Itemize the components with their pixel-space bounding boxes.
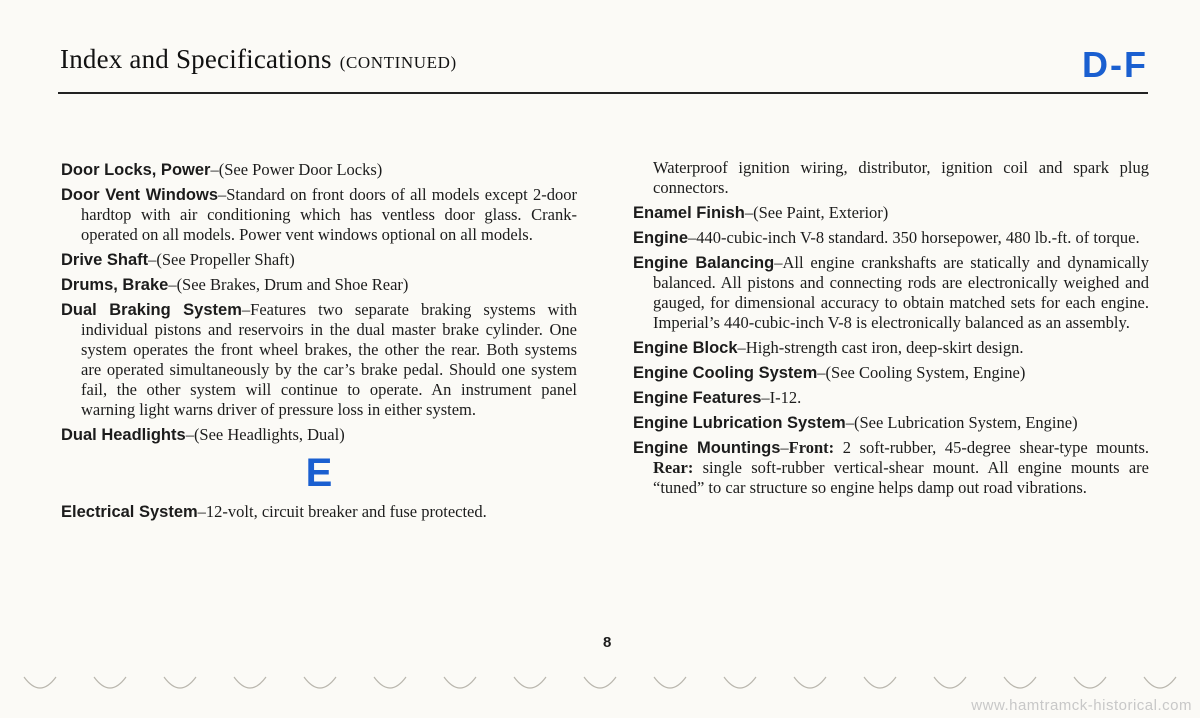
index-entry: Engine Features–I-12. [633, 388, 802, 407]
entry-term: Engine Balancing [633, 254, 775, 272]
entry-text: (See Brakes, Drum and Shoe Rear) [176, 275, 409, 294]
entry-text: (See Cooling System, Engine) [825, 363, 1026, 382]
punch-hole [864, 677, 896, 688]
punch-hole [444, 677, 476, 688]
entry-term: Engine Block [633, 339, 738, 357]
index-entry: Electrical System–12-volt, circuit breaker and fuse protected. [61, 502, 487, 521]
entry-continuation: Waterproof ignition wiring, distributor, ignition coil and spark plug connectors. [653, 158, 1149, 197]
punch-hole [724, 677, 756, 688]
index-entry: Engine Lubrication System–(See Lubrication System, Engine) [633, 413, 1078, 432]
entry-term: Drive Shaft [61, 251, 149, 269]
punch-hole [304, 677, 336, 688]
punch-hole [794, 677, 826, 688]
entry-text: I-12. [769, 388, 802, 407]
index-entry: Engine Mountings–Front: 2 soft-rubber, 45-degree shear-type mounts. Rear: single soft-rubber vertical-shear mount. All engine mounts are “tuned” to car structure so engine helps damp out road vibrations. [633, 438, 1149, 497]
index-entry: Engine–440-cubic-inch V-8 standard. 350 horsepower, 480 lb.-ft. of torque. [633, 228, 1140, 247]
entry-term: Dual Braking System [61, 301, 242, 319]
punch-hole [1074, 677, 1106, 688]
punch-hole [94, 677, 126, 688]
punch-hole [934, 677, 966, 688]
entry-term: Dual Headlights [61, 426, 186, 444]
entry-term: Engine [633, 229, 689, 247]
index-entry: Enamel Finish–(See Paint, Exterior) [633, 203, 889, 222]
punch-hole [584, 677, 616, 688]
entry-term: Electrical System [61, 503, 198, 521]
punch-hole [234, 677, 266, 688]
entry-term: Engine Cooling System [633, 364, 818, 382]
entry-text: High-strength cast iron, deep-skirt design. [745, 338, 1024, 357]
index-entry: Dual Braking System–Features two separate braking systems with individual pistons and reservoirs in the dual master brake cylinder. One system operates the front wheel brakes, the other the rear. Both systems are operated simultaneously by the car’s brake pedal. Should one system fail, the other system will continue to operate. An instrument panel warning light warns driver of pressure loss in either system. [61, 300, 578, 419]
punch-hole [164, 677, 196, 688]
rear-label: Rear: [653, 458, 694, 477]
entry-text: (See Headlights, Dual) [193, 425, 345, 444]
index-entry: Drive Shaft–(See Propeller Shaft) [61, 250, 295, 269]
index-entry: Door Locks, Power–(See Power Door Locks) [61, 160, 383, 179]
punch-hole [654, 677, 686, 688]
entry-term: Enamel Finish [633, 204, 745, 222]
header-rule [58, 92, 1148, 94]
index-entry: Engine Balancing–All engine crankshafts are statically and dynamically balanced. All pistons and connecting rods are electronically weighed and gauged, for dimensional accuracy to obtain matched sets for each engine. Imperial’s 440-cubic-inch V-8 is electronically balanced as an assembly. [633, 253, 1150, 332]
entry-term: Door Locks, Power [61, 161, 211, 179]
front-text: 2 soft-rubber, 45-degree shear-type mounts. [842, 438, 1149, 457]
index-entry: Engine Block–High-strength cast iron, deep-skirt design. [633, 338, 1024, 357]
entry-term: Door Vent Windows [61, 186, 218, 204]
rear-text: single soft-rubber vertical-shear mount. All engine mounts are “tuned” to car structure so engine helps damp out road vibrations. [653, 458, 1149, 497]
entry-text: 12-volt, circuit breaker and fuse protected. [205, 502, 487, 521]
section-letter: E [305, 451, 333, 495]
watermark: www.hamtramck-historical.com [971, 697, 1192, 714]
entry-text: Standard on front doors of all models except 2-door hardtop with air conditioning which has ventless door glass. Crank-operated on all models. Power vent windows optional on all models. [81, 185, 577, 244]
entry-term: Engine Features [633, 389, 762, 407]
entry-text: (See Propeller Shaft) [156, 250, 295, 269]
entry-term: Engine Mountings [633, 439, 781, 457]
entry-text: (See Lubrication System, Engine) [853, 413, 1078, 432]
entry-text: All engine crankshafts are statically and dynamically balanced. All pistons and connecting rods are electronically weighed and gauged, for dimensional accuracy to obtain matched sets for each engine. Imperial’s 440-cubic-inch V-8 is electronically balanced as an assembly. [653, 253, 1150, 332]
index-entry: Drums, Brake–(See Brakes, Drum and Shoe Rear) [61, 275, 409, 294]
punch-hole [514, 677, 546, 688]
entry-text: Features two separate braking systems with individual pistons and reservoirs in the dual master brake cylinder. One system operates the front wheel brakes, the other the rear. Both systems are operated simultaneously by the car’s brake pedal. Should one system fail, the other system will continue to operate. An instrument panel warning light warns driver of pressure loss in either system. [81, 300, 578, 419]
index-entry: Dual Headlights–(See Headlights, Dual) [61, 425, 345, 444]
entry-text: (See Paint, Exterior) [753, 203, 889, 222]
section-code: D-F [1082, 44, 1148, 85]
punch-hole [374, 677, 406, 688]
page-title [60, 44, 457, 75]
title-text: Index and Specifications [60, 44, 332, 74]
entry-text: 440-cubic-inch V-8 standard. 350 horsepower, 480 lb.-ft. of torque. [696, 228, 1140, 247]
entry-text: (See Power Door Locks) [218, 160, 383, 179]
entry-term: Drums, Brake [61, 276, 169, 294]
punch-hole [1144, 677, 1176, 688]
index-entry: Engine Cooling System–(See Cooling System, Engine) [633, 363, 1026, 382]
front-label: Front: [788, 438, 835, 457]
page-subtitle: (CONTINUED) [339, 53, 457, 72]
index-entry: Door Vent Windows–Standard on front doors of all models except 2-door hardtop with air conditioning which has ventless door glass. Crank-operated on all models. Power vent windows optional on all models. [61, 185, 577, 244]
punch-hole [24, 677, 56, 688]
right-column [633, 158, 1149, 503]
page-number: 8 [603, 634, 612, 651]
entry-term: Engine Lubrication System [633, 414, 846, 432]
punch-hole [1004, 677, 1036, 688]
left-column [61, 160, 577, 527]
